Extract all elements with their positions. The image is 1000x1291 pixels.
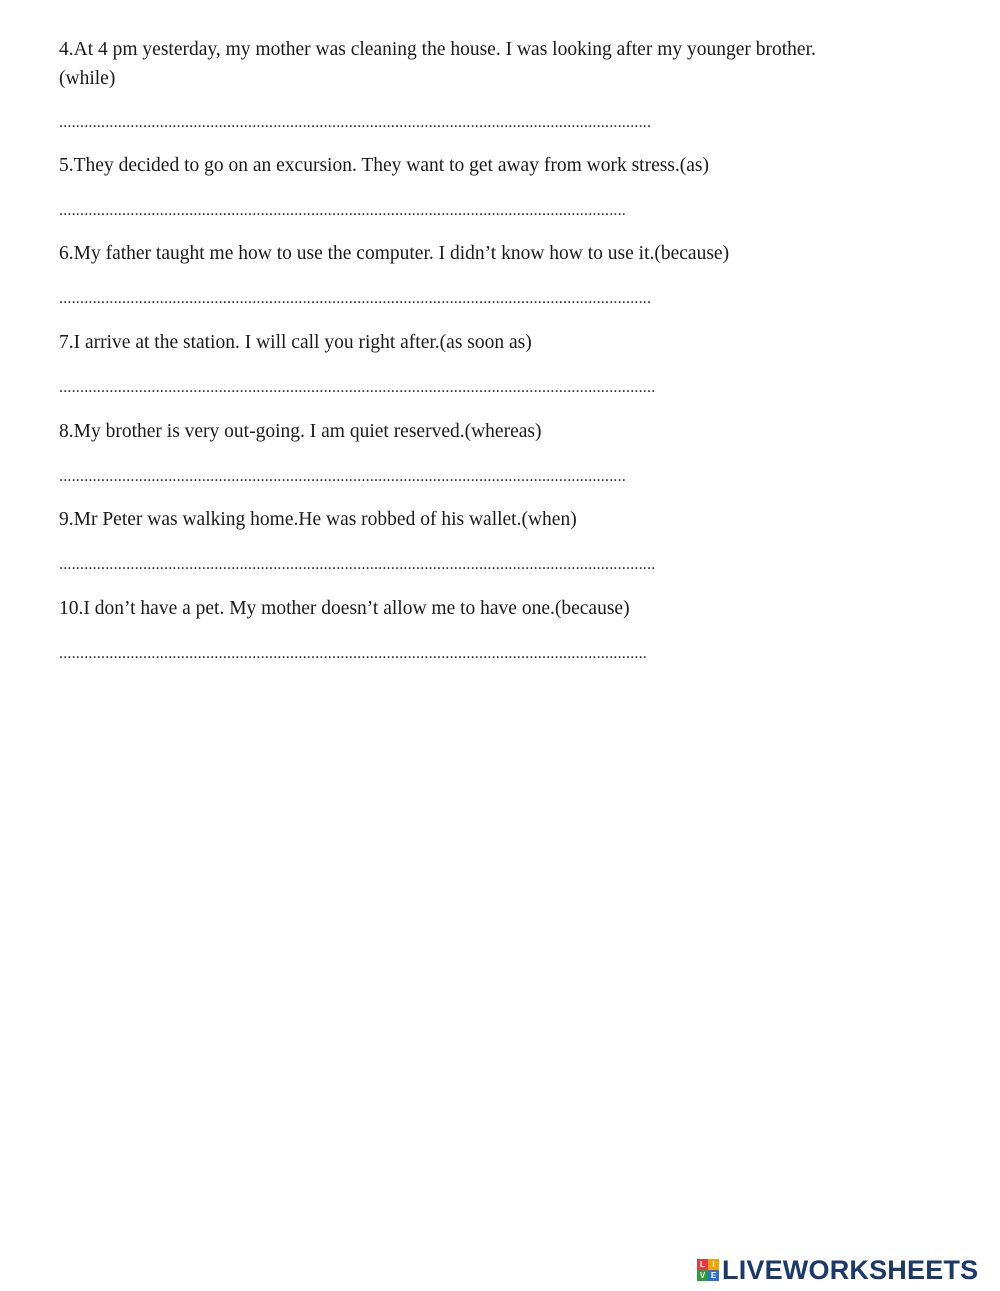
question-text: 9.Mr Peter was walking home.He was robbed of his wallet.(when) <box>59 509 577 530</box>
question-6 <box>59 239 859 268</box>
live-icon-letter: I <box>708 1259 719 1270</box>
answer-line-9[interactable]: .............................................................................................................................................. <box>59 556 656 573</box>
question-text: 10.I don’t have a pet. My mother doesn’t allow me to have one.(because) <box>59 598 630 619</box>
answer-line-4[interactable]: ............................................................................................................................................. <box>59 114 652 131</box>
answer-line-5[interactable]: ....................................................................................................................................... <box>59 202 626 219</box>
live-icon-letter: V <box>697 1270 708 1281</box>
question-10 <box>59 594 859 623</box>
question-text: 8.My brother is very out-going. I am quiet reserved.(whereas) <box>59 421 542 442</box>
question-text: 7.I arrive at the station. I will call you right after.(as soon as) <box>59 332 532 353</box>
live-icon-letter: L <box>697 1259 708 1270</box>
live-icon <box>697 1259 719 1281</box>
question-text: 6.My father taught me how to use the computer. I didn’t know how to use it.(because) <box>59 243 730 264</box>
live-icon-letter: E <box>708 1270 719 1281</box>
question-8 <box>59 417 859 446</box>
question-7 <box>59 328 859 357</box>
question-4 <box>59 35 859 93</box>
question-text: 4.At 4 pm yesterday, my mother was cleaning the house. I was looking after my younger brother.(while) <box>59 39 816 89</box>
answer-line-10[interactable]: ............................................................................................................................................ <box>59 645 647 662</box>
logo-text: LIVEWORKSHEETS <box>722 1254 979 1285</box>
answer-line-6[interactable]: ............................................................................................................................................. <box>59 290 652 307</box>
question-9 <box>59 505 859 534</box>
answer-line-7[interactable]: .............................................................................................................................................. <box>59 379 656 396</box>
question-5 <box>59 151 859 180</box>
liveworksheets-logo <box>697 1253 978 1287</box>
answer-line-8[interactable]: ....................................................................................................................................... <box>59 468 626 485</box>
question-text: 5.They decided to go on an excursion. They want to get away from work stress.(as) <box>59 155 710 176</box>
